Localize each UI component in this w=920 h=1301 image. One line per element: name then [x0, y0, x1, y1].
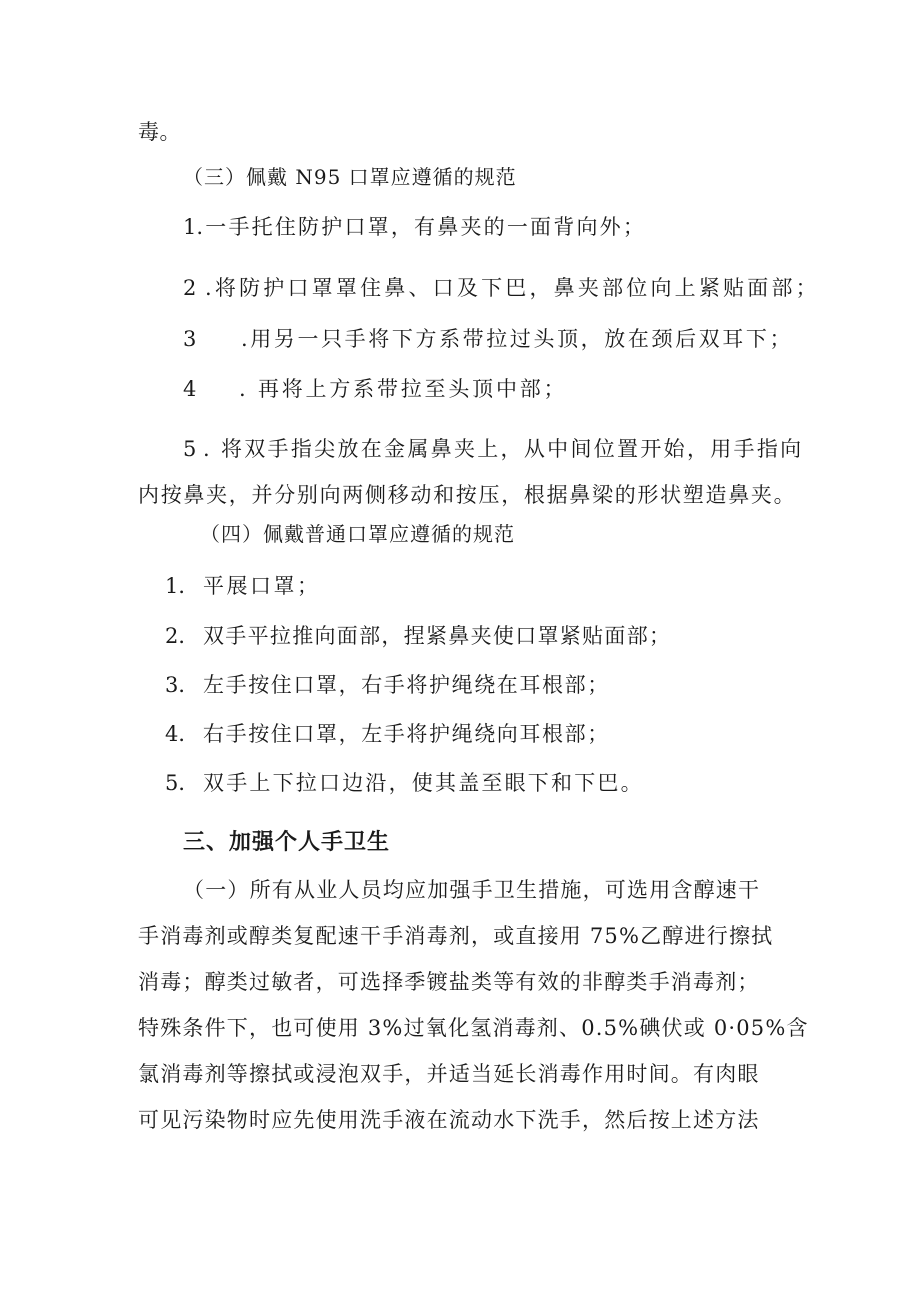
- item-number: 3: [183, 327, 197, 351]
- item-number: 2．: [165, 624, 200, 648]
- chapter-3-paragraph-line-5: 氯消毒剂等擦拭或浸泡双手，并适当延长消毒作用时间。有肉眼: [138, 1062, 760, 1086]
- item-text: .一手托住防护口罩，有鼻夹的一面背向外；: [196, 215, 647, 239]
- item-number: 1．: [165, 574, 200, 598]
- item-text: 双手平拉推向面部，捏紧鼻夹使口罩紧贴面部；: [203, 624, 672, 648]
- section-3-heading: （三）佩戴 N95 口罩应遵循的规范: [183, 165, 517, 189]
- intro-tail-text: 毒。: [138, 120, 181, 144]
- chapter-3-paragraph-line-3: 消毒；醇类过敏者，可选择季镀盐类等有效的非醇类手消毒剂；: [138, 970, 760, 994]
- section-3-item-2: [183, 274, 820, 302]
- item-text: 右手按住口罩，左手将护绳绕向耳根部；: [203, 722, 610, 746]
- chapter-3-paragraph-line-6: 可见污染物时应先使用洗手液在流动水下洗手，然后按上述方法: [138, 1108, 760, 1132]
- item-number: 5．: [165, 771, 200, 795]
- item-text: .用另一只手将下方系带拉过头顶，放在颈后双耳下；: [241, 327, 794, 351]
- section-4-item-1: [165, 572, 321, 600]
- chapter-3-paragraph-line-2: 手消毒剂或醇类复配速干手消毒剂，或直接用 75%乙醇进行擦拭: [138, 924, 774, 948]
- item-text: 平展口罩；: [203, 574, 321, 598]
- item-number: 1: [183, 215, 197, 239]
- item-number: 2: [183, 276, 197, 300]
- section-4-item-3: [165, 671, 610, 699]
- item-text: 左手按住口罩，右手将护绳绕在耳根部；: [203, 673, 610, 697]
- item-text: . 将双手指尖放在金属鼻夹上，从中间位置开始，用手指向: [203, 437, 804, 461]
- chapter-3-paragraph-line-4: 特殊条件下，也可使用 3%过氧化氢消毒剂、0.5%碘伏或 0·05%含: [138, 1016, 809, 1040]
- item-number: 3．: [165, 673, 200, 697]
- item-text: .将防护口罩罩住鼻、口及下巴，鼻夹部位向上紧贴面部；: [205, 276, 820, 300]
- item-number: 5: [183, 437, 197, 461]
- section-4-item-2: [165, 622, 671, 650]
- section-4-item-4: [165, 720, 610, 748]
- item-text: 双手上下拉口边沿，使其盖至眼下和下巴。: [203, 771, 644, 795]
- chapter-3-heading: 三、加强个人手卫生: [183, 830, 391, 855]
- section-3-item-5: [183, 435, 803, 463]
- chapter-3-paragraph-line-1: （一）所有从业人员均应加强手卫生措施，可选用含醇速干: [183, 878, 761, 902]
- section-3-item-5-continuation: 内按鼻夹，并分别向两侧移动和按压，根据鼻梁的形状塑造鼻夹。: [138, 483, 797, 507]
- section-4-item-5: [165, 769, 644, 797]
- item-number: 4．: [165, 722, 200, 746]
- section-4-heading: （四）佩戴普通口罩应遵循的规范: [200, 522, 515, 546]
- section-3-item-4: [183, 375, 567, 403]
- item-text: . 再将上方系带拉至头顶中部；: [239, 377, 568, 401]
- item-number: 4: [183, 377, 197, 401]
- section-3-item-1: [183, 213, 646, 241]
- section-3-item-3: [183, 325, 793, 353]
